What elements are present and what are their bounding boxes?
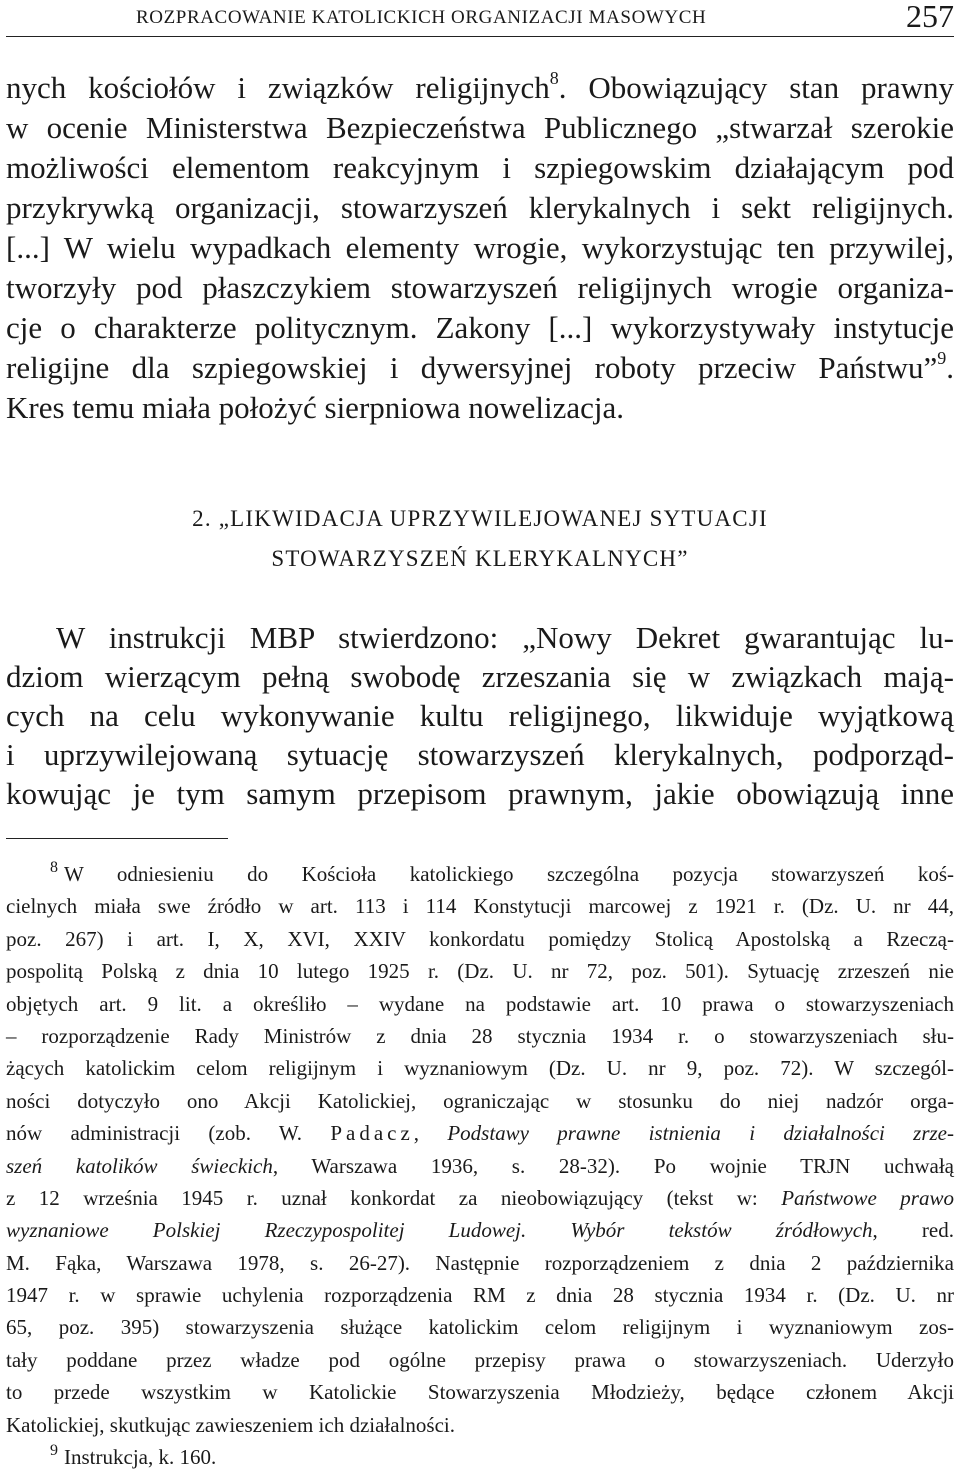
section-line: dziom wierzącym pełną swobodę zrzeszania się w związkach mają- (6, 659, 954, 694)
body-line: nych kościołów i związków religijnych$^8$. Obowiązujący stan prawny (6, 68, 954, 105)
running-title: ROZPRACOWANIE KATOLICKICH ORGANIZACJI MASOWYCH (136, 7, 707, 28)
footnote-text: Instrukcja, k. 160. (64, 1445, 217, 1470)
footnote-text: 65, poz. 395) stowarzyszenia służące katolickim celom religijnym i wyznaniowym zos- (6, 1315, 954, 1340)
footnote-8-line (6, 1247, 954, 1279)
footnote-8-mark: 8 (50, 859, 58, 876)
page-number: 257 (906, 0, 954, 34)
section-line: i uprzywilejowaną sytuację stowarzyszeń klerykalnych, podporząd- (6, 737, 954, 772)
footnote-text: , Warszawa 1936, s. 28-32). Po wojnie TRJN uchwałą (272, 1153, 955, 1178)
footnote-text: tały poddane przez władze pod ogólne przepisy prawa o stowarzyszeniach. Uderzyło (6, 1347, 954, 1372)
body-line: [...] W wielu wypadkach elementy wrogie, wykorzystując ten przywilej, (6, 230, 954, 265)
footnote-8-line (6, 1376, 954, 1408)
section-line: kowując je tym samym przepisom prawnym, jakie obowiązują inne (6, 776, 954, 811)
footnote-8-line (6, 1409, 954, 1441)
footnote-text: szeń katolików świeckich (6, 1153, 273, 1178)
footnote-8-line (6, 1150, 954, 1182)
footnote-9-mark: 9 (50, 1442, 58, 1460)
footnote-text: żących katolickim celom religijnym i wyznaniowym (Dz. U. nr 9, poz. 72). W szczegól- (6, 1056, 954, 1081)
footnote-8-line (6, 1117, 954, 1149)
section-line: cych na celu wykonywanie kultu religijnego, likwiduje wyjątkową (6, 698, 954, 733)
footnote-ref-9: 9 (937, 348, 947, 368)
section-heading-line-2: STOWARZYSZEŃ KLERYKALNYCH” (271, 546, 689, 571)
footnote-8-line (6, 1344, 954, 1376)
footnote-text: 1947 r. w sprawie uchylenia rozporządzenia RM z dnia 28 stycznia 1934 r. (Dz. U. nr (6, 1283, 954, 1308)
footnote-8-line (6, 1311, 954, 1343)
footnote-text: cielnych miała swe źródło w art. 113 i 114 Konstytucji marcowej z 1921 r. (Dz. U. nr 44, (6, 894, 954, 919)
footnote-8-line (6, 1020, 954, 1052)
body-line: przykrywką organizacji, stowarzyszeń klerykalnych i sekt religijnych. (6, 190, 954, 225)
footnote-8-line (6, 890, 954, 922)
footnote-text: z 12 września 1945 r. uznał konkordat za nieobowiązujący (tekst w: (6, 1185, 782, 1210)
footnote-8-line (6, 1279, 954, 1311)
section-paragraph (6, 618, 954, 813)
body-line: religijne dla szpiegowskiej i dywersyjnej roboty przeciw Państwu”$^9$. (6, 348, 954, 385)
footnote-text: W odniesieniu do Kościoła katolickiego szczególna pozycja stowarzyszeń koś- (64, 862, 954, 886)
body-paragraph (6, 68, 954, 428)
footnote-9-line (6, 1441, 954, 1473)
running-head (6, 0, 954, 37)
footnote-divider (6, 838, 228, 839)
footnote-8-line (6, 1214, 954, 1246)
footnote-text: pospolitą Polską z dnia 10 lutego 1925 r. (Dz. U. nr 72, poz. 501). Sytuację zrzeszeń nie (6, 959, 954, 984)
body-line: Kres temu miała położyć sierpniowa nowelizacja. (6, 390, 625, 425)
body-line: możliwości elementom reakcyjnym i szpiegowskim działającym pod (6, 150, 954, 185)
footnote-text: Podstawy prawne istnienia i działalności zrze- (447, 1121, 954, 1146)
footnote-8-line (6, 1085, 954, 1117)
footnote-8-line (6, 923, 954, 955)
footnote-text: – rozporządzenie Rady Ministrów z dnia 28 stycznia 1934 r. o stowarzyszeniach słu- (6, 1023, 954, 1048)
footnote-text: poz. 267) i art. I, X, XVI, XXIV konkordatu pomiędzy Stolicą Apostolską a Rzeczą- (6, 926, 954, 951)
footnote-ref-8: 8 (549, 68, 559, 88)
footnote-8-line (6, 1052, 954, 1084)
section-heading-line-1: 2. „LIKWIDACJA UPRZYWILEJOWANEJ SYTUACJI (192, 506, 768, 531)
footnote-text: M. Fąka, Warszawa 1978, s. 26-27). Następnie rozporządzeniem z dnia 2 października (6, 1250, 954, 1275)
footnote-text: to przede wszystkim w Katolickie Stowarzyszenia Młodzieży, będące członem Akcji (6, 1380, 954, 1405)
footnote-text: nów administracji (zob. W. (6, 1121, 331, 1146)
footnote-text: , (413, 1121, 448, 1146)
footnote-8-line (6, 988, 954, 1020)
body-line: tworzyły pod płaszczykiem stowarzyszeń religijnych wrogie organiza- (6, 270, 954, 305)
footnotes (6, 858, 954, 1473)
footnote-text: Katolickiej, skutkując zawieszeniem ich działalności. (6, 1412, 455, 1437)
footnote-text: Padacz (330, 1121, 414, 1146)
body-line: w ocenie Ministerstwa Bezpieczeństwa Publicznego „stwarzał szerokie (6, 110, 954, 145)
footnote-text: wyznaniowe Polskiej Rzeczypospolitej Ludowej. Wybór tekstów źródłowych (6, 1218, 873, 1243)
footnote-text: Państwowe prawo (781, 1185, 954, 1210)
footnote-8-line (6, 955, 954, 987)
footnote-8-line (6, 1182, 954, 1214)
footnote-text: objętych art. 9 lit. a określiło – wydane na podstawie art. 10 prawa o stowarzyszeniach (6, 991, 954, 1016)
section-line: W instrukcji MBP stwierdzono: „Nowy Dekret gwarantując lu- (56, 620, 954, 655)
footnote-text: ności dotyczyło ono Akcji Katolickiej, ograniczając w stosunku do niej nadzór orga- (6, 1088, 954, 1113)
footnote-8-line (6, 858, 954, 890)
footnote-text: , red. (872, 1218, 954, 1243)
body-line: cje o charakterze politycznym. Zakony [...] wykorzystywały instytucje (6, 310, 954, 345)
